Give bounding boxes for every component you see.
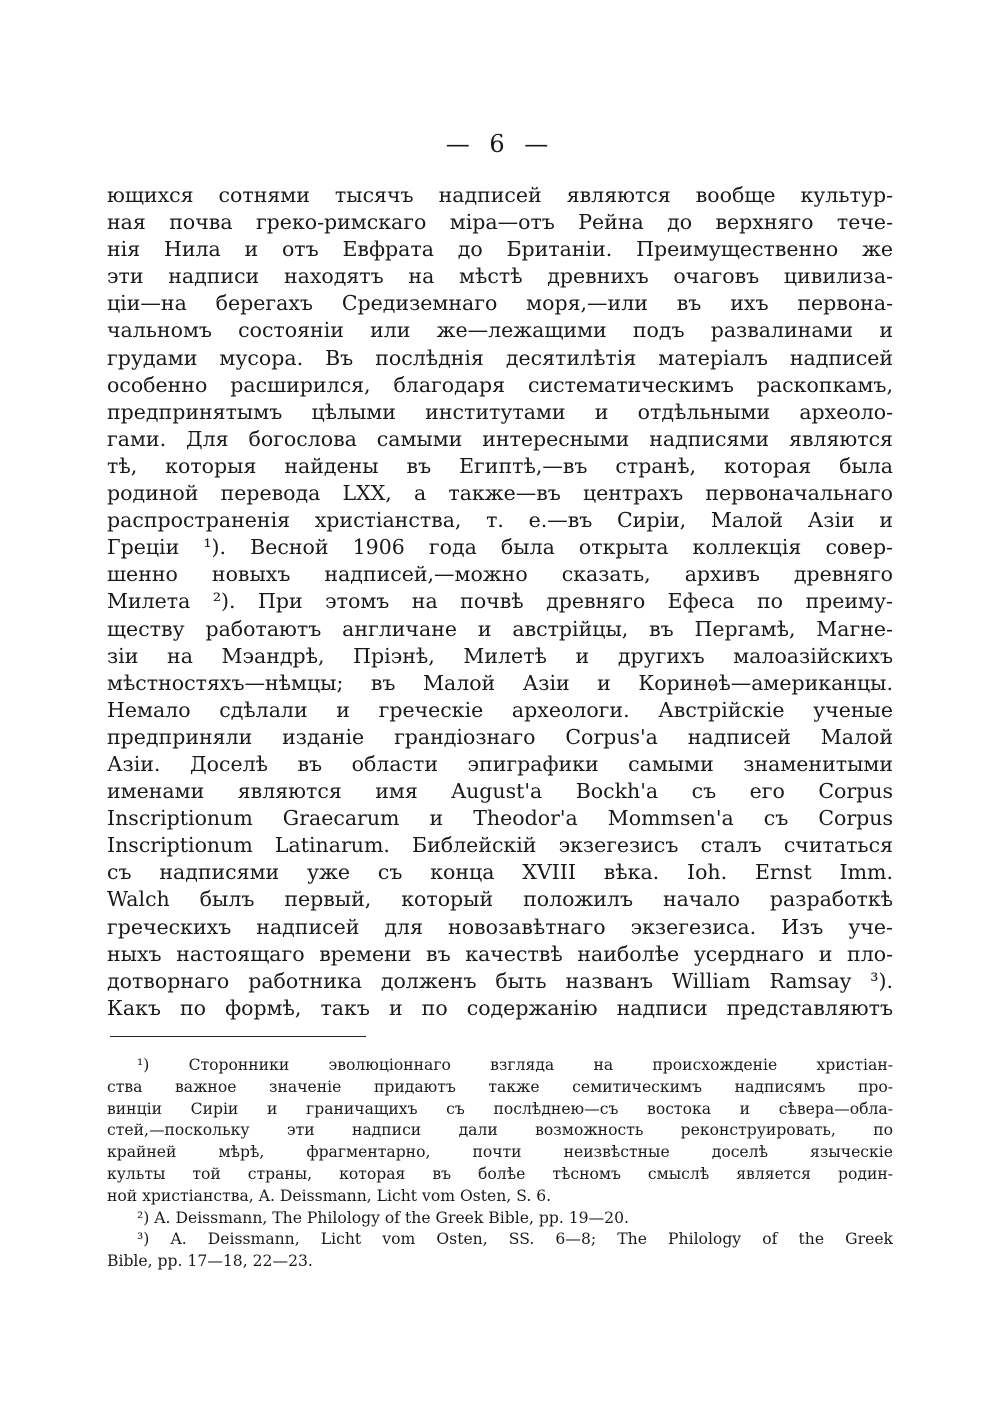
text-line: зіи на Мэандрѣ, Пріэнѣ, Милетѣ и другихъ малоазійскихъ [107, 643, 893, 668]
text-line: предприняли изданіе грандіознаго Corpus'а надписей Малой [107, 724, 893, 749]
text-line: Какъ по формѣ, такъ и по содержанію надписи представляютъ [107, 995, 893, 1020]
main-text [107, 182, 893, 1022]
page-number: — 6 — [445, 130, 555, 158]
text-line: чальномъ состояніи или же—лежащими подъ развалинами и [107, 318, 893, 343]
text-line: Немало сдѣлали и греческіе археологи. Австрійскіе ученые [107, 697, 893, 722]
footnote-line: ¹) Сторонники эволюціоннаго взгляда на происхожденіе христіан- [137, 1056, 893, 1074]
footnotes [107, 1055, 893, 1273]
text-line: предпринятымъ цѣлыми институтами и отдѣльными археоло- [107, 399, 893, 424]
text-line: греческихъ надписей для новозавѣтнаго экзегезиса. Изъ уче- [107, 914, 893, 939]
footnote-line: винціи Сиріи и граничащихъ съ послѣднею—съ востока и сѣвера—обла- [107, 1099, 893, 1118]
text-line: ныхъ настоящаго времени въ качествѣ наиболѣе усерднаго и пло- [107, 941, 893, 966]
footnote-line: ²) A. Deissmann, The Philology of the Greek Bible, pp. 19—20. [137, 1208, 629, 1227]
footnote-line: культы той страны, которая въ болѣе тѣсномъ смыслѣ является родин- [107, 1164, 893, 1183]
text-line: ющихся сотнями тысячъ надписей являются вообще культур- [107, 183, 893, 207]
text-line: Греціи ¹). Весной 1906 года была открыта коллекція совер- [107, 535, 893, 560]
text-line: эти надписи находятъ на мѣстѣ древнихъ очаговъ цивилиза- [107, 264, 893, 289]
text-line: особенно расширился, благодаря систематическимъ раскопкамъ, [107, 372, 893, 397]
text-line: родиной перевода LXX, а также—въ центрахъ первоначальнаго [107, 481, 893, 506]
text-line: шенно новыхъ надписей,—можно сказать, архивъ древняго [107, 562, 893, 587]
text-line: распространенія христіанства, т. е.—въ Сиріи, Малой Азіи и [107, 508, 893, 533]
text-line: Walch былъ первый, который положилъ начало разработкѣ [107, 887, 893, 912]
text-line: тѣ, которыя найдены въ Египтѣ,—въ странѣ, которая была [107, 453, 893, 478]
footnote-line: Bible, pp. 17—18, 22—23. [107, 1252, 313, 1271]
text-line: гами. Для богослова самыми интересными надписями являются [107, 426, 893, 451]
text-line: мѣстностяхъ—нѣмцы; въ Малой Азіи и Коринѳѣ—американцы. [107, 670, 893, 695]
footnote-line: крайней мѣрѣ, фрагментарно, почти неизвѣстные доселѣ языческіе [107, 1143, 893, 1162]
text-line: Милета ²). При этомъ на почвѣ древняго Ефеса по преиму- [107, 589, 893, 614]
text-line: Азіи. Доселѣ въ области эпиграфики самыми знаменитыми [107, 751, 893, 776]
footnote-line: ной христіанства, A. Deissmann, Licht vom Osten, S. 6. [107, 1186, 552, 1205]
footnote-line: ³) A. Deissmann, Licht vom Osten, SS. 6—8; The Philology of the Greek [137, 1230, 893, 1249]
footnote-line: стей,—поскольку эти надписи дали возможность реконструировать, по [107, 1121, 893, 1140]
text-line: грудами мусора. Въ послѣднія десятилѣтія матеріалъ надписей [107, 345, 893, 370]
text-line: дотворнаго работника долженъ быть названъ William Ramsay ³). [107, 968, 893, 993]
text-line: ществу работаютъ англичане и австрійцы, въ Пергамѣ, Магне- [107, 616, 893, 641]
text-line: ная почва греко-римскаго міра—отъ Рейна до верхняго тече- [107, 210, 893, 235]
text-line: съ надписями уже съ конца XVIII вѣка. Ioh. Ernst Imm. [107, 860, 893, 885]
text-line: нія Нила и отъ Евфрата до Британіи. Преимущественно же [107, 237, 893, 262]
text-line: Inscriptionum Graecarum и Theodor'а Mommsen'а съ Corpus [107, 806, 893, 831]
footnote-divider [110, 1036, 366, 1037]
text-line: именами являются имя August'а Bockh'а съ его Corpus [107, 779, 893, 804]
footnote-line: ства важное значеніе придаютъ также семитическимъ надписямъ про- [107, 1077, 893, 1096]
text-line: ціи—на берегахъ Средиземнаго моря,—или въ ихъ первона- [107, 291, 893, 316]
text-line: Inscriptionum Latinarum. Библейскій экзегезисъ сталъ считаться [107, 833, 893, 858]
